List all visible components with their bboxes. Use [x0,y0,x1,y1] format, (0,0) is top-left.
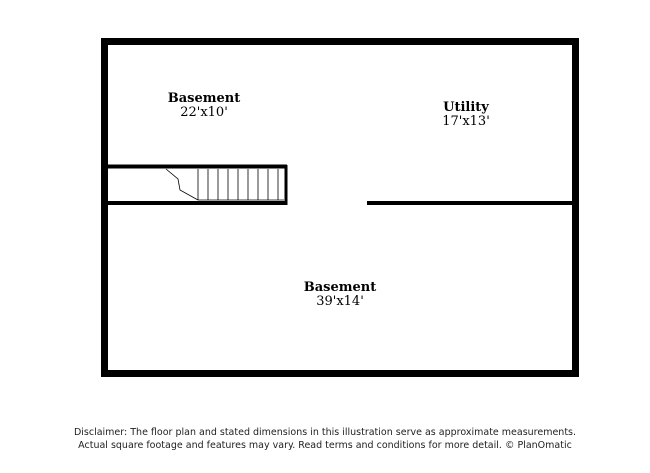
room-label-utility [410,101,522,129]
room-label-basement-upper [148,92,260,120]
room-dimensions: 22'x10' [180,105,228,120]
room-name: Basement [303,280,377,295]
disclaimer [0,426,650,452]
room-dimensions: 17'x13' [442,114,490,129]
disclaimer-line-1: Disclaimer: The floor plan and stated dimensions in this illustration serve as approximate measurements. [73,427,577,438]
room-dimensions: 39'x14' [316,294,364,309]
room-name: Basement [167,91,241,106]
room-name: Utility [443,100,489,115]
disclaimer-line-2: Actual square footage and features may vary. Read terms and conditions for more detail. © PlanOmatic [78,440,572,451]
staircase [166,169,284,200]
room-label-basement-lower [284,281,396,309]
